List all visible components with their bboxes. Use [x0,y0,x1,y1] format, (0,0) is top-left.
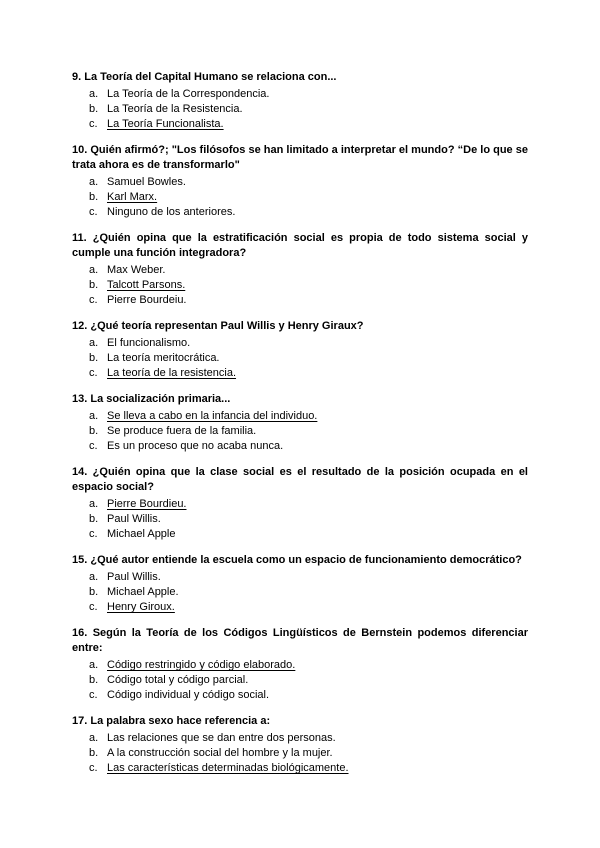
question-17 [72,714,528,776]
option-text: Se produce fuera de la familia. [107,425,257,437]
option-text: Las características determinadas biológicamente. [107,762,349,774]
option-c [72,600,528,615]
option-text: La Teoría de la Resistencia. [107,103,243,115]
option-letter: c. [89,601,98,613]
question-text: 11. ¿Quién opina que la estratificación social es propia de todo sistema social y cumple una función integradora? [72,232,528,259]
option-b [72,746,528,761]
option-b [72,102,528,117]
option-text: Pierre Bourdeiu. [107,294,187,306]
question-text: 13. La socialización primaria... [72,393,231,405]
option-c [72,205,528,220]
option-c [72,117,528,132]
option-text: La Teoría de la Correspondencia. [107,88,270,100]
option-text: Código restringido y código elaborado. [107,659,296,671]
option-a [72,175,528,190]
option-a [72,497,528,512]
option-list [72,87,528,132]
option-letter: c. [89,440,98,452]
option-text: Las relaciones que se dan entre dos personas. [107,732,336,744]
option-list [72,336,528,381]
option-c [72,688,528,703]
option-letter: b. [89,279,99,291]
question-text: 17. La palabra sexo hace referencia a: [72,715,271,727]
option-c [72,761,528,776]
option-letter: b. [89,103,99,115]
option-b [72,673,528,688]
option-list [72,263,528,308]
question-11 [72,231,528,308]
question-13 [72,392,528,454]
option-letter: c. [89,762,98,774]
option-letter: b. [89,352,99,364]
option-c [72,439,528,454]
question-16 [72,626,528,703]
option-letter: b. [89,747,99,759]
option-b [72,278,528,293]
option-list [72,731,528,776]
option-letter: a. [89,498,99,510]
option-list [72,409,528,454]
option-list [72,497,528,542]
option-text: La Teoría Funcionalista. [107,118,224,130]
option-letter: a. [89,410,99,422]
option-list [72,658,528,703]
option-letter: a. [89,732,99,744]
option-list [72,570,528,615]
option-text: Henry Giroux. [107,601,175,613]
question-text: 15. ¿Qué autor entiende la escuela como un espacio de funcionamiento democrático? [72,554,522,566]
option-letter: a. [89,264,99,276]
option-b [72,190,528,205]
option-text: Ninguno de los anteriores. [107,206,236,218]
option-text: A la construcción social del hombre y la mujer. [107,747,333,759]
option-b [72,351,528,366]
option-text: Karl Marx. [107,191,158,203]
option-text: El funcionalismo. [107,337,191,349]
question-14 [72,465,528,542]
option-a [72,658,528,673]
option-b [72,424,528,439]
question-text: 9. La Teoría del Capital Humano se relaciona con... [72,71,337,83]
option-letter: b. [89,191,99,203]
option-c [72,527,528,542]
option-letter: c. [89,528,98,540]
option-letter: b. [89,425,99,437]
option-b [72,512,528,527]
option-a [72,409,528,424]
question-text: 12. ¿Qué teoría representan Paul Willis y Henry Giraux? [72,320,364,332]
option-a [72,336,528,351]
option-letter: a. [89,659,99,671]
option-text: Talcott Parsons. [107,279,186,291]
option-text: Código individual y código social. [107,689,270,701]
option-c [72,366,528,381]
question-9 [72,70,528,132]
option-letter: c. [89,689,98,701]
option-letter: b. [89,586,99,598]
option-text: Se lleva a cabo en la infancia del individuo. [107,410,318,422]
option-letter: b. [89,513,99,525]
option-text: La teoría de la resistencia. [107,367,237,379]
option-text: Michael Apple [107,528,176,540]
option-text: Samuel Bowles. [107,176,186,188]
option-letter: c. [89,367,98,379]
question-text: 10. Quién afirmó?; "Los filósofos se han limitado a interpretar el mundo? “De lo que se trata ahora es de transformarlo" [72,144,528,171]
option-a [72,263,528,278]
option-text: Paul Willis. [107,571,161,583]
option-list [72,175,528,220]
option-letter: c. [89,206,98,218]
question-15 [72,553,528,615]
option-text: Max Weber. [107,264,166,276]
option-b [72,585,528,600]
option-text: Código total y código parcial. [107,674,249,686]
option-a [72,570,528,585]
option-text: Paul Willis. [107,513,161,525]
option-letter: a. [89,571,99,583]
option-a [72,87,528,102]
option-letter: a. [89,88,99,100]
option-text: Es un proceso que no acaba nunca. [107,440,284,452]
question-12 [72,319,528,381]
option-text: Pierre Bourdieu. [107,498,187,510]
option-letter: a. [89,337,99,349]
option-text: Michael Apple. [107,586,179,598]
option-letter: c. [89,118,98,130]
question-text: 14. ¿Quién opina que la clase social es el resultado de la posición ocupada en el espacio social? [72,466,528,493]
option-letter: b. [89,674,99,686]
option-letter: c. [89,294,98,306]
question-text: 16. Según la Teoría de los Códigos Lingüísticos de Bernstein podemos diferenciar entre: [72,627,528,654]
option-c [72,293,528,308]
option-text: La teoría meritocrática. [107,352,220,364]
question-10 [72,143,528,220]
option-a [72,731,528,746]
option-letter: a. [89,176,99,188]
